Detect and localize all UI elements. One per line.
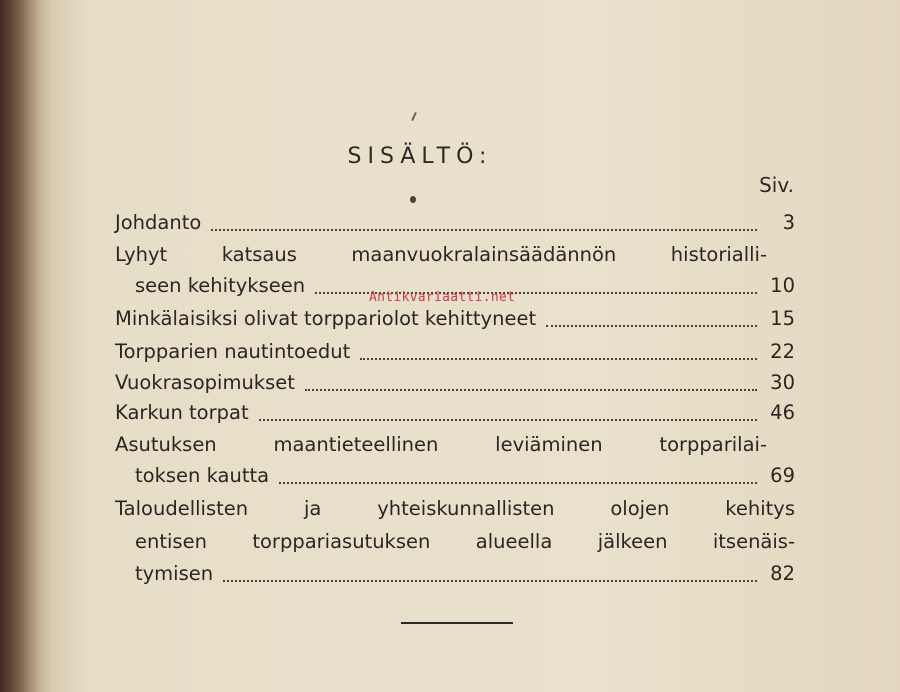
toc-entry-taloudellisten-line1 <box>115 494 795 524</box>
toc-entry-karkun-torpat <box>115 398 795 428</box>
ink-dot <box>410 196 416 203</box>
toc-page-number: 82 <box>770 562 795 585</box>
toc-entry-torpparien-nautintoedut <box>115 337 795 367</box>
toc-page-number: 15 <box>770 307 795 330</box>
dot-leader <box>223 580 757 582</box>
contents-heading: SISÄLTÖ: <box>347 144 493 169</box>
spine-shadow <box>0 0 40 692</box>
toc-page-number: 46 <box>770 401 795 424</box>
toc-entry-title: Minkälaisiksi olivat torppariolot kehittyneet <box>115 307 537 330</box>
toc-entry-title: Vuokrasopimukset <box>115 371 295 394</box>
toc-page-number: 10 <box>770 274 795 297</box>
dot-leader <box>211 229 757 231</box>
toc-entry-title: Karkun torpat <box>115 401 249 424</box>
toc-entry-asutuksen-line2 <box>135 461 795 491</box>
toc-page-number: 3 <box>782 211 795 234</box>
toc-entry-title-continued: seen kehitykseen <box>135 274 306 297</box>
dot-leader <box>546 325 757 327</box>
toc-entry-title: Lyhyt katsaus maanvuokralainsäädännön historialli- <box>115 243 767 266</box>
toc-entry-title-continued: toksen kautta <box>135 464 270 487</box>
toc-entry-taloudellisten-line3 <box>135 559 795 589</box>
toc-page-number: 69 <box>770 464 795 487</box>
toc-entry-title: Asutuksen maantieteellinen leviäminen torpparilai- <box>115 433 767 456</box>
toc-entry-asutuksen-line1 <box>115 430 795 460</box>
dot-leader <box>360 358 757 360</box>
toc-entry-johdanto <box>115 208 795 238</box>
toc-entry-lyhyt-katsaus-line1 <box>115 240 795 270</box>
toc-entry-taloudellisten-line2 <box>135 527 795 557</box>
dot-leader <box>279 482 757 484</box>
ink-speck <box>411 112 417 121</box>
toc-entry-minkalaisiksi <box>115 304 795 334</box>
dot-leader <box>305 389 757 391</box>
toc-entry-title: Taloudellisten ja yhteiskunnallisten olojen kehitys <box>115 497 795 520</box>
toc-entry-title: Torpparien nautintoedut <box>115 340 351 363</box>
page-column-label: Siv. <box>759 173 794 197</box>
closing-rule <box>401 622 513 624</box>
toc-page-number: 30 <box>770 371 795 394</box>
dot-leader <box>259 419 757 421</box>
toc-entry-title-continued: tymisen <box>135 562 214 585</box>
toc-page-number: 22 <box>770 340 795 363</box>
watermark-text: Antikvariaatti.net <box>369 290 516 305</box>
toc-entry-title-continued: entisen torppariasutuksen alueella jälkeen itsenäis- <box>135 530 795 553</box>
toc-entry-title: Johdanto <box>115 211 202 234</box>
toc-entry-vuokrasopimukset <box>115 368 795 398</box>
